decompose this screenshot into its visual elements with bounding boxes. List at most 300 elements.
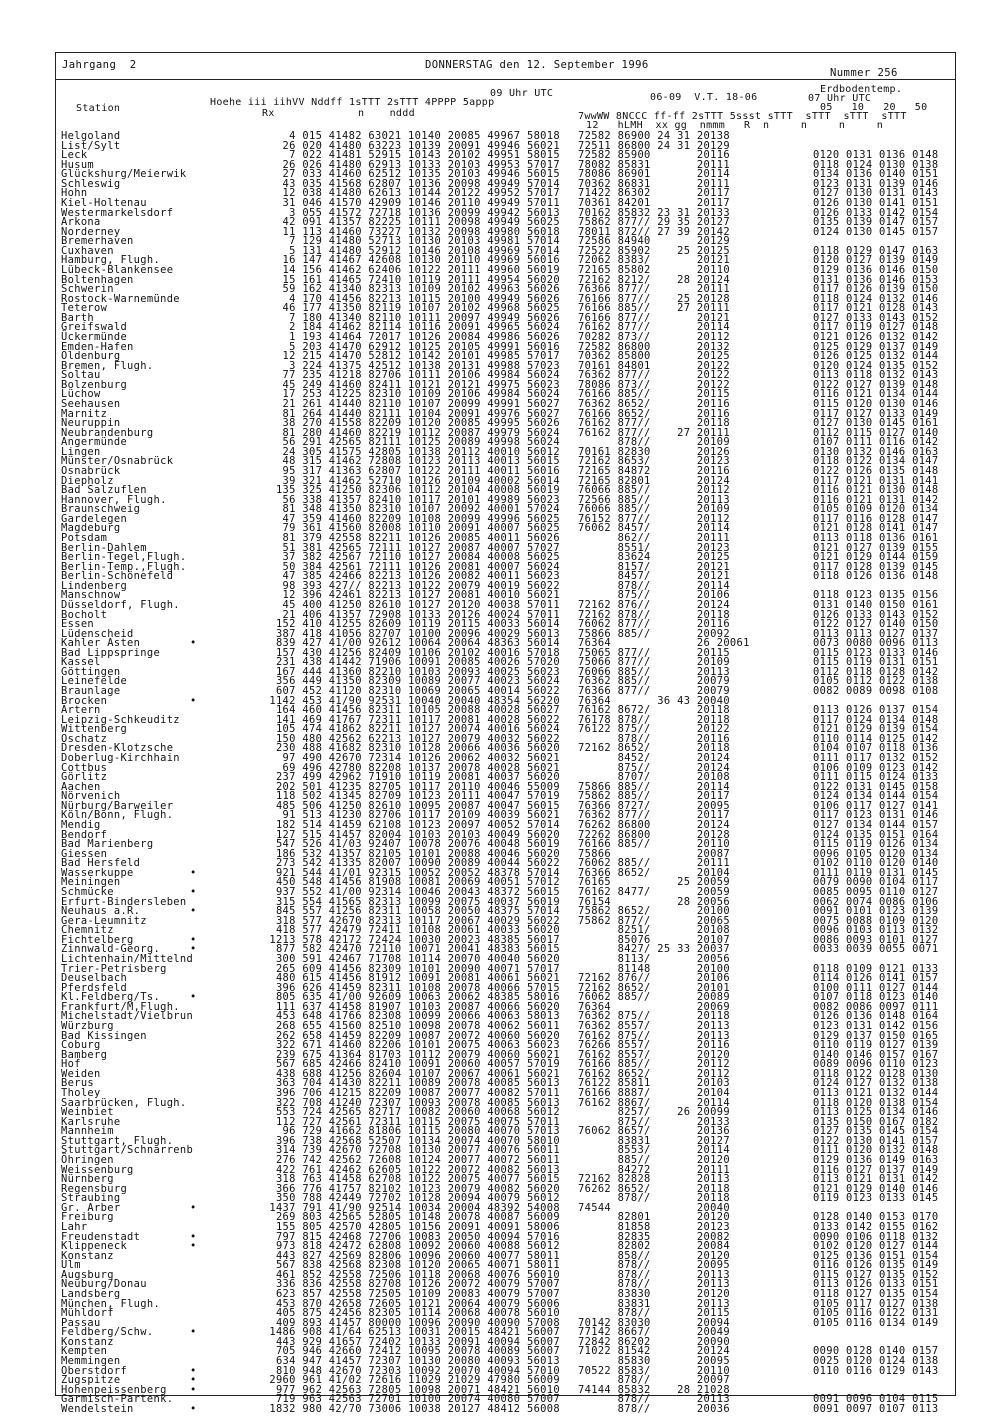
soil-temps: 0124 0135 0151 0164 [813, 828, 939, 841]
station-name: Berlin-Schönefeld [61, 570, 174, 583]
station-name: München, Flugh. [61, 1297, 161, 1310]
mountain-marker: • [190, 886, 197, 899]
weather-values: 76066 885// 20109 [578, 503, 730, 516]
synop-values: 112 727 42561 72311 10115 20075 40075 57011 [275, 1115, 560, 1128]
weather-values: 71022 81542 20124 [578, 1345, 730, 1358]
soil-temps: 0129 0137 0150 0165 [813, 1029, 939, 1042]
col-09-uhr: 09 Uhr UTC [490, 88, 554, 99]
weather-values: 76066 885// 20113 [578, 665, 730, 678]
synop-values: 186 532 41357 82105 10101 20088 40046 56020 [275, 847, 560, 860]
soil-temps: 0118 0129 0147 0163 [813, 244, 939, 257]
weather-values: 76162 877// 20114 [578, 321, 730, 334]
synop-values: 262 658 41459 82209 10087 20072 40060 56020 [275, 1029, 560, 1042]
station-name: Bad Marienberg [61, 838, 154, 851]
weather-values: 72842 86202 20090 [578, 1335, 730, 1348]
station-name: Angermünde [61, 436, 128, 449]
synop-values: 1832 980 42/70 73006 10038 20127 48412 56008 [269, 1402, 560, 1415]
synop-values: 443 929 41657 72402 10133 20091 40094 56007 [275, 1335, 560, 1348]
station-name: Westermarkelsdorf [61, 206, 174, 219]
weather-values: 878// 20113 [578, 1393, 730, 1406]
table-row [0, 1404, 1000, 1415]
weather-values: 78082 85831 20111 [578, 158, 730, 171]
synop-values: 21 406 41357 72908 10133 20126 40024 57011 [282, 608, 560, 621]
weather-values: 878// 20116 [578, 732, 730, 745]
synop-values: 797 815 42468 72706 10083 20050 40094 57016 [275, 1230, 560, 1243]
soil-temps: 0116 0127 0137 0149 [813, 1163, 939, 1176]
soil-temps: 0129 0136 0149 0163 [813, 1153, 939, 1166]
weather-values: 76062 885// 20089 [578, 991, 730, 1004]
weather-values: 83831 20113 [578, 1297, 730, 1310]
weather-values: 82802 20084 [578, 1240, 730, 1253]
soil-temps: 0122 0127 0139 0148 [813, 378, 939, 391]
mountain-marker: • [190, 905, 197, 918]
synop-values: 59 162 41340 82313 10109 20102 49963 56026 [282, 283, 560, 296]
soil-temps: 0111 0119 0131 0145 [813, 866, 939, 879]
synop-values: 322 708 41240 72307 10093 20078 40085 56013 [275, 1096, 560, 1109]
weather-values: 76166 885// 20115 [578, 388, 730, 401]
weather-values: 70362 85800 20125 [578, 350, 730, 363]
station-name: Norderney [61, 225, 121, 238]
soil-temps: 0082 0089 0098 0108 [813, 685, 939, 698]
station-name: Kiel-Holtenau [61, 196, 147, 209]
synop-values: 27 033 41460 62512 10135 20103 49946 56015 [282, 168, 560, 181]
weather-values: 72162 8652/ 20101 [578, 981, 730, 994]
synop-values: 150 480 42562 62213 10127 20079 40032 56022 [275, 732, 560, 745]
weather-values: 76364 20069 [578, 1000, 730, 1013]
station-name: Mendig [61, 819, 101, 832]
weather-values: 76166 885// 20110 [578, 838, 730, 851]
station-name: Lahr [61, 1220, 88, 1233]
soil-temps: 0126 0133 0142 0154 [813, 206, 939, 219]
weather-values: 76362 885// 20079 [578, 675, 730, 688]
synop-values: 91 513 41230 82706 10117 20109 40039 56021 [282, 809, 560, 822]
synop-values: 553 724 42565 82717 10082 20060 40068 56012 [275, 1106, 560, 1119]
synop-values: 155 805 42570 42805 10156 20091 40091 58006 [275, 1220, 560, 1233]
weather-values: 72162 878// 20118 [578, 608, 730, 621]
weather-values: 72566 885// 20113 [578, 493, 730, 506]
soil-temps: 0096 0103 0113 0132 [813, 924, 939, 937]
station-name: Dresden-Klotzsche [61, 742, 174, 755]
weather-values: 72582 86800 20132 [578, 340, 730, 353]
station-name: Erfurt-Bindersleben [61, 895, 187, 908]
mountain-marker: • [190, 991, 197, 1004]
station-name: Bad Salzuflen [61, 484, 147, 497]
soil-temps: 0117 0128 0139 0145 [813, 560, 939, 573]
soil-temps: 0116 0126 0135 0149 [813, 1259, 939, 1272]
synop-values: 105 474 41862 82211 10127 20074 40016 56024 [275, 723, 560, 736]
weather-values: 76166 877// 20121 [578, 311, 730, 324]
synop-values: 135 325 41250 82306 10112 20104 40008 56019 [275, 484, 560, 497]
synop-values: 336 836 42558 82708 10126 20072 40079 57007 [275, 1278, 560, 1291]
weather-values: 8427/ 25 33 20037 [578, 943, 730, 956]
station-name: Aachen [61, 780, 101, 793]
station-name: Lingen [61, 445, 101, 458]
col-ww: 7wwWW 8NCCC ff-ff 2sTTT 5ssst sTTT sTTT sTTT sTTT [578, 111, 907, 122]
synop-values: 97 490 42670 72314 10126 20062 40032 56021 [282, 752, 560, 765]
soil-temps: 0126 0130 0141 0151 [813, 196, 939, 209]
synop-values: 24 305 41575 42805 10138 20112 40010 56012 [282, 445, 560, 458]
synop-values: 839 427 41/00 92612 10064 20064 48363 56014 [275, 637, 560, 650]
weather-values: 76262 8652/ 20118 [578, 1182, 730, 1195]
weather-values: 875// 20106 [578, 589, 730, 602]
weather-values: 81858 20123 [578, 1220, 730, 1233]
soil-temps: 0089 0096 0110 0123 [813, 1058, 939, 1071]
soil-temps: 0122 0127 0140 0150 [813, 618, 939, 631]
station-name: Lindenberg [61, 579, 128, 592]
weather-values: 76364 26 20061 [578, 637, 750, 650]
station-name: Berlin-Temp.,Flugh. [61, 560, 187, 573]
weather-values: 75862 885// 20117 [578, 790, 730, 803]
station-name: Giessen [61, 847, 108, 860]
soil-temps: 0104 0107 0118 0136 [813, 742, 939, 755]
station-name: Bad Hersfeld [61, 857, 141, 870]
soil-temps: 0126 0125 0132 0144 [813, 350, 939, 363]
synop-values: 3 055 41572 72718 10136 20099 49942 56013 [289, 206, 560, 219]
weather-values: 76166 885// 20112 [578, 1058, 730, 1071]
station-name: Neuhaus a.R. [61, 905, 141, 918]
soil-temps: 0127 0130 0145 0161 [813, 417, 939, 430]
station-name: Potsdam [61, 531, 108, 544]
weather-values: 72165 82801 20124 [578, 474, 730, 487]
weather-values: 72162 8652/ 20118 [578, 742, 730, 755]
station-name: Konstanz [61, 1335, 114, 1348]
synop-values: 623 857 42558 72505 10109 20083 40079 57007 [275, 1287, 560, 1300]
weather-values: 76162 8557/ 20120 [578, 1048, 730, 1061]
station-name: Bad Lippspringe [61, 646, 161, 659]
synop-values: 11 113 41460 73227 10132 20098 49980 56018 [282, 225, 560, 238]
station-name: Schmücke [61, 886, 114, 899]
weather-values: 875// 20124 [578, 761, 730, 774]
weather-values: 83624 20125 [578, 551, 730, 564]
station-name: Meiningen [61, 876, 121, 889]
soil-temps: 0115 0120 0130 0146 [813, 397, 939, 410]
soil-temps: 0127 0133 0143 0152 [813, 311, 939, 324]
synop-values: 719 963 42563 72701 10100 20074 40080 57007 [275, 1393, 560, 1406]
weather-values: 76162 8652/ 20112 [578, 1067, 730, 1080]
station-name: Nürburg/Barweiler [61, 799, 174, 812]
weather-values: 78011 872// 27 39 20142 [578, 225, 730, 238]
synop-values: 182 514 41459 62108 10123 20097 40052 57014 [275, 819, 560, 832]
synop-values: 16 147 41467 42608 10130 20110 49969 56016 [282, 254, 560, 267]
soil-temps: 0111 0117 0132 0152 [813, 752, 939, 765]
soil-temps: 0110 0114 0125 0142 [813, 732, 939, 745]
soil-temps: 0105 0109 0120 0134 [813, 503, 939, 516]
soil-temps: 0134 0136 0140 0151 [813, 168, 939, 181]
station-name: Kassel [61, 656, 101, 669]
weather-values: 78086 86901 20114 [578, 168, 730, 181]
synop-values: 2960 961 41/02 72616 11029 21029 47980 56009 [269, 1374, 560, 1387]
synop-values: 1 193 41464 72017 10126 20084 49986 56026 [289, 330, 560, 343]
station-name: Hohn [61, 187, 88, 200]
station-name: Boltenhagen [61, 273, 134, 286]
soil-temps: 0127 0130 0131 0143 [813, 187, 939, 200]
soil-temps: 0102 0120 0127 0144 [813, 1240, 939, 1253]
station-name: Mühldorf [61, 1307, 114, 1320]
soil-temps: 0116 0121 0131 0142 [813, 493, 939, 506]
station-name: Saarbrücken, Flugh. [61, 1096, 187, 1109]
station-name: Schwerin [61, 283, 114, 296]
synop-values: 1142 453 41/90 92531 10040 20040 48354 56220 [269, 694, 560, 707]
synop-values: 47 359 41460 82209 10108 20099 49996 56025 [282, 512, 560, 525]
soil-temps: 0116 0121 0134 0144 [813, 388, 939, 401]
weather-values: 76162 8477/ 20059 [578, 886, 730, 899]
synop-values: 79 361 41560 82008 10110 20091 40007 56025 [282, 522, 560, 535]
synop-values: 634 947 41457 72307 10130 20080 40093 56013 [275, 1354, 560, 1367]
station-name: Coburg [61, 1039, 101, 1052]
soil-temps: 0117 0123 0131 0146 [813, 809, 939, 822]
weather-values: 76154 28 20056 [578, 895, 730, 908]
weather-values: 72165 84872 20116 [578, 464, 730, 477]
synop-values: 363 704 41430 82211 10089 20078 40085 56013 [275, 1077, 560, 1090]
soil-temps: 0115 0119 0131 0151 [813, 656, 939, 669]
weather-values: 75866 20087 [578, 847, 730, 860]
soil-temps: 0124 0134 0144 0154 [813, 790, 939, 803]
synop-values: 31 046 41570 42909 10146 20110 49949 57011 [282, 196, 560, 209]
station-name: Seehausen [61, 397, 121, 410]
soil-temps: 0117 0127 0133 0149 [813, 407, 939, 420]
weather-values: 76362 8557/ 20113 [578, 1020, 730, 1032]
mountain-marker: • [190, 933, 197, 946]
synop-values: 141 469 41767 72311 10117 20081 40028 56022 [275, 713, 560, 726]
weather-values: 76162 875// 20113 [578, 1029, 730, 1042]
soil-temps: 0115 0119 0126 0134 [813, 838, 939, 851]
weather-values: 83830 20120 [578, 1287, 730, 1300]
synop-values: 276 742 42562 72608 10124 20077 40072 56011 [275, 1153, 560, 1166]
synop-values: 12 038 41480 62613 10144 20122 49952 57017 [282, 187, 560, 200]
weather-values: 72162 876// 20124 [578, 598, 730, 611]
weather-values: 76362 877// 20117 [578, 809, 730, 822]
synop-values: 164 460 41456 82311 10105 20088 40028 56027 [275, 704, 560, 717]
soil-temps: 0116 0121 0130 0148 [813, 484, 939, 497]
synop-values: 111 637 41458 81907 10103 20087 40066 56020 [275, 1000, 560, 1013]
station-name: Pferdsfeld [61, 981, 128, 994]
synop-values: 96 729 41662 81806 10115 20080 40070 57013 [282, 1125, 560, 1138]
synop-values: 237 499 42962 71910 10119 20081 40037 56020 [275, 771, 560, 784]
synop-values: 805 635 41/00 92609 10063 20062 48385 58016 [275, 991, 560, 1004]
weather-values: 878// 20114 [578, 579, 730, 592]
station-name: Bad Kissingen [61, 1029, 147, 1042]
weather-values: 81148 20100 [578, 962, 730, 975]
weather-values: 8257/ 26 20099 [578, 1106, 730, 1119]
synop-values: 607 452 41120 82310 10069 20065 40014 56022 [275, 685, 560, 698]
soil-temps: 0123 0131 0139 0146 [813, 177, 939, 190]
col-ww-units: 12 hLMH xx gg nmmm R n n n n [586, 120, 884, 131]
weather-values: 74144 85832 28 21028 [578, 1383, 730, 1396]
soil-temps: 0118 0127 0135 0154 [813, 1287, 939, 1300]
soil-temps: 0117 0119 0127 0148 [813, 321, 939, 334]
col-07-uhr: 07 Uhr UTC [808, 93, 872, 104]
mountain-marker: • [190, 866, 197, 879]
station-name: Leinefelde [61, 675, 128, 688]
weather-values: 76162 8867/ 20114 [578, 1096, 730, 1109]
weather-values: 72586 84940 20129 [578, 235, 730, 248]
col-period: 06-09 V.T. 18-06 [650, 92, 758, 103]
soil-temps: 0025 0120 0124 0138 [813, 1354, 939, 1367]
weather-values: 878// 20115 [578, 1307, 730, 1320]
soil-temps: 0106 0109 0123 0142 [813, 761, 939, 774]
station-name: Rostock-Warnemünde [61, 292, 180, 305]
soil-temps: 0125 0129 0137 0149 [813, 340, 939, 353]
weather-values: 72582 86900 24 31 20138 [578, 130, 730, 142]
station-name: Wasserkuppe [61, 866, 134, 879]
weather-values: 76166 8887/ 20104 [578, 1087, 730, 1099]
synop-values: 81 348 41350 82310 10107 20092 40001 57024 [282, 503, 560, 516]
date-label: DONNERSTAG den 12. September 1996 [425, 59, 649, 71]
station-name: Feldberg/Schw. [61, 1326, 154, 1339]
mountain-marker: • [190, 694, 197, 707]
station-name: Marnitz [61, 407, 108, 420]
station-name: Wittenberg [61, 723, 128, 736]
station-name: Bocholt [61, 608, 108, 621]
station-name: Lüchow [61, 388, 101, 401]
station-name: Bamberg [61, 1048, 108, 1061]
synop-values: 38 270 41558 82209 10120 20085 49995 56026 [282, 417, 560, 430]
soil-temps: 0124 0130 0145 0157 [813, 225, 939, 238]
station-name: Freudenstadt [61, 1230, 141, 1243]
synop-values: 231 438 41442 71906 10091 20085 40026 57020 [275, 656, 560, 669]
col-n-nddd: n nddd [358, 108, 415, 119]
weather-values: 74544 20040 [578, 1201, 730, 1214]
synop-values: 877 582 42470 72110 10071 20041 48383 56015 [275, 943, 560, 956]
soil-temps: 0117 0124 0134 0148 [813, 713, 939, 726]
soil-temps: 0127 0135 0145 0154 [813, 1125, 939, 1138]
station-name: Stuttgart, Flugh. [61, 1134, 174, 1147]
station-name: Münster/Osnabrück [61, 455, 174, 468]
station-name: Neuburg/Donau [61, 1278, 147, 1291]
synop-values: 230 488 41682 82310 10128 20066 40036 56020 [275, 742, 560, 755]
synop-values: 350 788 42449 72702 10128 20094 40079 56012 [275, 1192, 560, 1205]
soil-temps: 0112 0118 0128 0142 [813, 665, 939, 678]
col-hoehe: Hoehe iii iihVV Nddff 1sTTT 2sTTT 4PPPP 5appp [210, 97, 495, 108]
synop-values: 322 671 41460 82206 10101 20075 40063 56023 [275, 1039, 560, 1052]
weather-values: 76165 25 20059 [578, 876, 730, 889]
soil-temps: 0117 0121 0128 0143 [813, 302, 939, 315]
weather-values: 71422 86302 20117 [578, 187, 730, 200]
station-name: Cuxhaven [61, 244, 114, 257]
mountain-marker: • [190, 1364, 197, 1377]
synop-values: 152 410 41255 82609 10119 20115 40033 56014 [275, 618, 560, 631]
synop-values: 5 131 41480 52912 10146 20108 49969 57014 [289, 244, 560, 257]
station-name: Braunschweig [61, 503, 141, 516]
soil-temps: 0118 0120 0138 0154 [813, 1096, 939, 1109]
soil-temps: 0120 0124 0135 0152 [813, 359, 939, 372]
synop-values: 42 091 41357 82225 10111 20098 49949 56025 [282, 216, 560, 229]
soil-temps: 0115 0127 0135 0152 [813, 1268, 939, 1281]
soil-temps: 0114 0126 0141 0157 [813, 972, 939, 985]
soil-temps: 0113 0126 0137 0154 [813, 704, 939, 717]
station-name: Oschatz [61, 732, 108, 745]
synop-values: 4 170 41456 82213 10115 20100 49949 56026 [289, 292, 560, 305]
soil-temps: 0119 0123 0133 0145 [813, 1192, 939, 1205]
soil-temps: 0113 0121 0131 0142 [813, 1173, 939, 1186]
synop-values: 396 738 42568 52507 10134 20074 40070 58010 [275, 1134, 560, 1147]
station-name: Ulm [61, 1259, 81, 1272]
weather-values: 878// 20113 [578, 1278, 730, 1291]
station-name: Arkona [61, 216, 101, 229]
weather-values: 76366 877// 20111 [578, 283, 730, 296]
weather-values: 82835 20082 [578, 1230, 730, 1243]
synop-values: 157 430 41256 82409 10106 20102 40016 57018 [275, 646, 560, 659]
station-name: Hannover, Flugh. [61, 493, 167, 506]
soil-temps: 0122 0131 0145 0158 [813, 780, 939, 793]
station-name: Klippeneck [61, 1240, 128, 1253]
synop-values: 453 648 41766 82308 10099 20066 40063 58013 [275, 1010, 560, 1023]
station-name: Chemnitz [61, 924, 114, 937]
synop-values: 118 502 41345 82709 10123 20111 40047 57019 [275, 790, 560, 803]
synop-values: 265 609 41456 82309 10101 20090 40071 57017 [275, 962, 560, 975]
soil-temps: 0107 0111 0116 0142 [813, 436, 939, 449]
weather-values: 76366 877// 20079 [578, 685, 730, 698]
synop-values: 705 946 42660 72412 10095 20078 40089 56007 [275, 1345, 560, 1358]
station-name: Nörvenich [61, 790, 121, 803]
synop-values: 4 015 41482 63021 10140 20085 49967 58018 [289, 130, 560, 142]
synop-values: 2 184 41462 82114 10116 20091 49965 56024 [289, 321, 560, 334]
station-name: Straubing [61, 1192, 121, 1205]
station-name: Kahler Asten [61, 637, 141, 650]
soil-temps: 0125 0136 0151 0154 [813, 1249, 939, 1262]
soil-temps: 0105 0116 0122 0131 [813, 1307, 939, 1320]
station-name: Gr. Arber [61, 1201, 121, 1214]
synop-values: 443 827 42569 82806 10096 20060 40077 58011 [275, 1249, 560, 1262]
soil-temps: 0118 0122 0134 0147 [813, 455, 939, 468]
weather-values: 858// 20120 [578, 1249, 730, 1262]
weather-values: 72262 86800 20128 [578, 828, 730, 841]
weather-values: 76366 8652/ 20104 [578, 866, 730, 879]
station-name: Göttingen [61, 665, 121, 678]
station-name: Kl.Feldberg/Ts. [61, 991, 161, 1004]
weather-values: 72162 8212/ 28 20124 [578, 273, 730, 286]
soil-temps: 0110 0116 0129 0143 [813, 1364, 939, 1377]
synop-values: 567 685 42466 82410 10091 20060 40057 57019 [275, 1058, 560, 1071]
weather-values: 72162 8653/ 20123 [578, 455, 730, 468]
mountain-marker: • [190, 943, 197, 956]
synop-values: 485 506 41250 82610 10095 20087 40047 56015 [275, 799, 560, 812]
soil-temps: 0118 0126 0136 0148 [813, 570, 939, 583]
soil-temps: 0082 0086 0097 0111 [813, 1000, 939, 1013]
station-name: Hohenpeissenberg [61, 1383, 167, 1396]
weather-values: 75066 877// 20109 [578, 656, 730, 669]
synop-values: 56 338 41357 82410 10117 20101 49989 56023 [282, 493, 560, 506]
station-name: Bendorf [61, 828, 108, 841]
weather-values: 72582 85900 20116 [578, 149, 730, 162]
station-name: Husum [61, 158, 95, 171]
station-name: Oldenburg [61, 350, 121, 363]
station-name: Schleswig [61, 177, 121, 190]
weather-values: 76166 8652/ 20116 [578, 407, 730, 420]
synop-values: 977 962 42563 72805 10098 20071 48421 56010 [275, 1383, 560, 1396]
weather-values: 72162 876// 20106 [578, 972, 730, 985]
weather-values: 878// 20095 [578, 1259, 730, 1272]
weather-values: 8457/ 20121 [578, 570, 730, 583]
synop-values: 239 675 41364 81703 10112 20079 40060 56021 [275, 1048, 560, 1061]
station-name: Leipzig-Schkeuditz [61, 713, 180, 726]
synop-values: 81 280 41460 82219 10112 20087 49979 56024 [282, 426, 560, 439]
synop-values: 202 501 41235 82705 10117 20110 40046 55009 [275, 780, 560, 793]
station-name: Zinnwald-Georg. [61, 943, 161, 956]
weather-values: 878// 20036 [578, 1402, 730, 1415]
soil-temps: 0086 0093 0101 0127 [813, 933, 939, 946]
soil-temps: 0122 0126 0135 0148 [813, 464, 939, 477]
station-name: Bolzenburg [61, 378, 128, 391]
station-name: Trier-Petrisberg [61, 962, 167, 975]
col-station: Station [76, 103, 121, 114]
mountain-marker: • [190, 1230, 197, 1243]
synop-values: 51 381 42565 72111 10127 20087 40007 57027 [282, 541, 560, 554]
weather-values: 76166 877// 25 20128 [578, 292, 730, 305]
station-name: Hof [61, 1058, 81, 1071]
soil-temps: 0118 0124 0130 0138 [813, 158, 939, 171]
soil-temps: 0105 0112 0122 0138 [813, 675, 939, 688]
